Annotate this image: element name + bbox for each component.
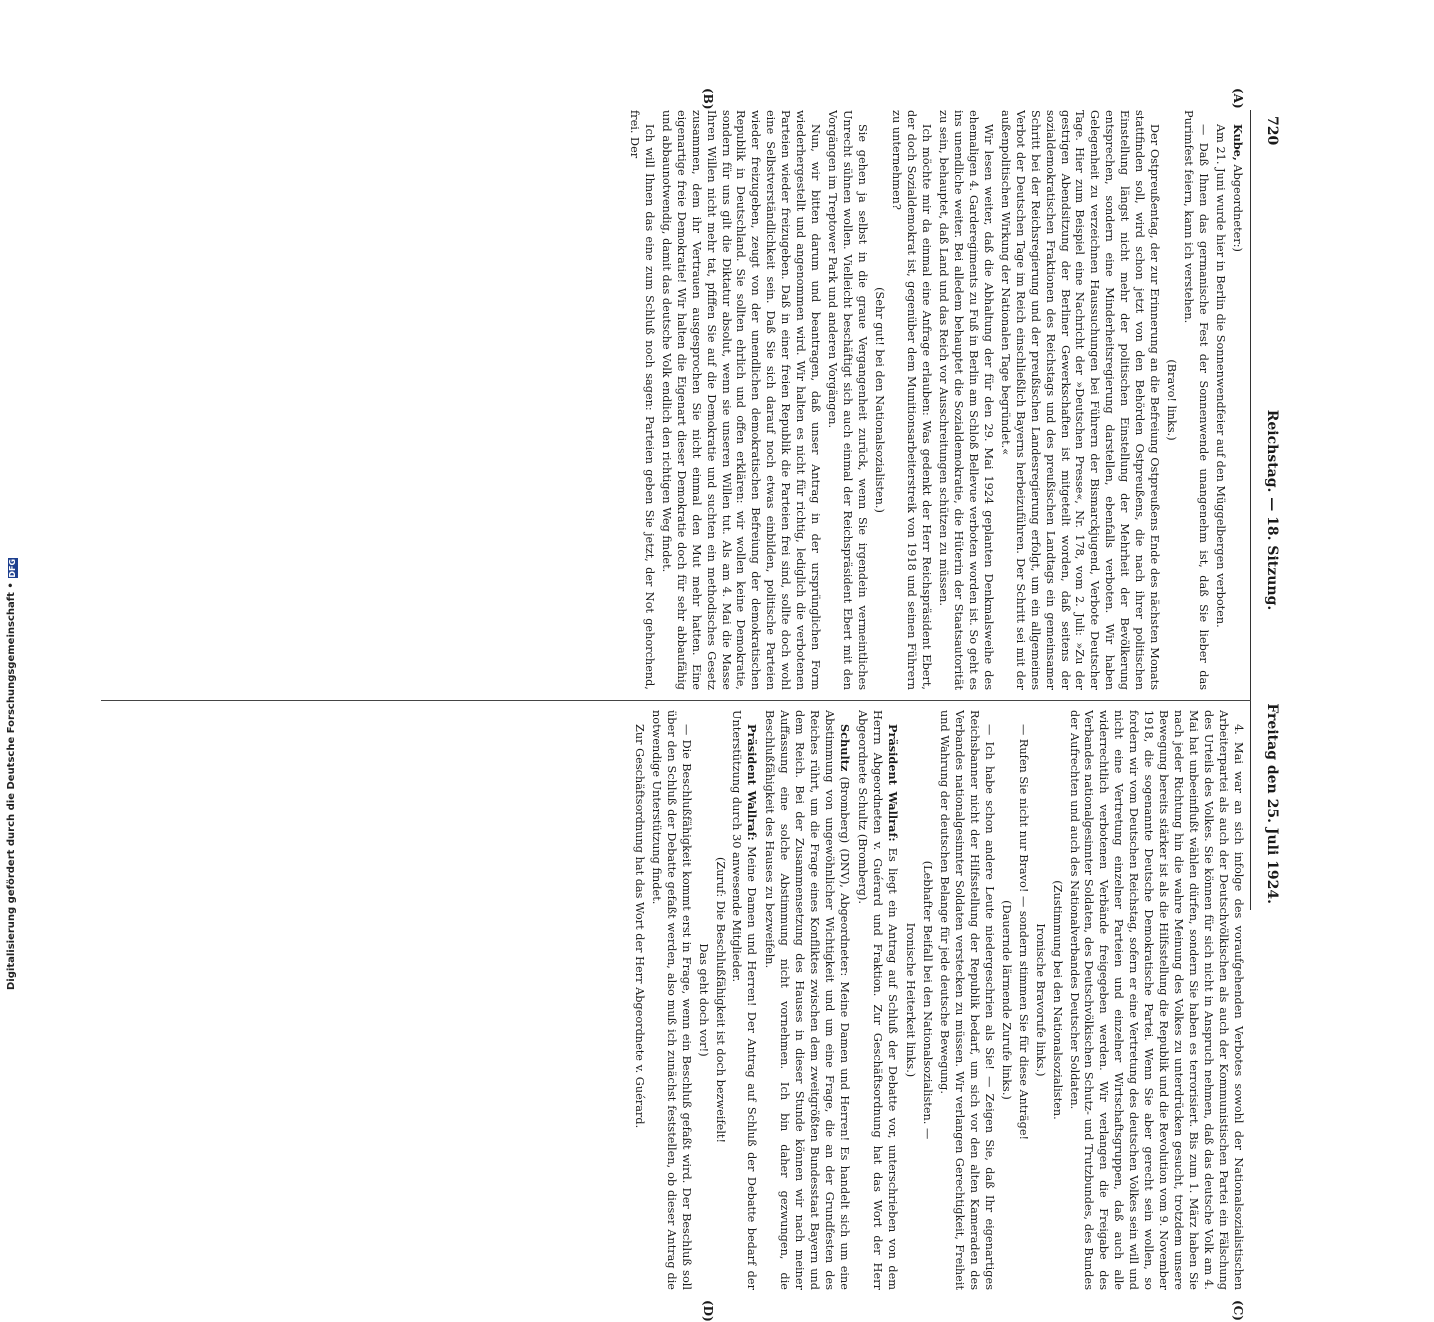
paragraph [1163, 110, 1178, 690]
paragraph [648, 710, 693, 1290]
paragraph [626, 110, 656, 690]
paragraph-text: Der Ostpreußentag, der zur Erinnerung an die Befreiung Ostpreußens Ende des nächsten Monats stattfinden soll, wird schon jetzt von den Behörden Ostpreußens, die nach ihrer politischen Einstellung längst nicht mehr der politischen Einstellung der Mehrheit der Bevölkerung entsprechen, sondern eine Minderheitsregierung darstellen, ebenfalls verboten. Wir haben Gelegenheit zu verzeichnen Haussuchungen bei Führern der Bismarckjugend, Verbote Deutscher Tage. Hier zum Beispiel eine Nachricht der »Deutschen Presse«, Nr. 178, vom 2. Juli: »Zu der gestrigen Abendsitzung der Berliner Gewerkschaften ist mitgeteilt worden, daß seitens der sozialdemokratischen Fraktionen des Reichstags und des preußischen Landtags ein gemeinsamer Schritt bei der Reichsregierung und der preußischen Landesregierung erfolgt, um ein allgemeines Verbot der Deutschen Tage im Reich einschließlich Bayerns herbeizuführen. Der Schritt sei mit der außenpolitischen Wirkung der Nationalen Tage begründet.« [998, 110, 1162, 690]
paragraph-text: (Bromberg) (DNV), Abgeordneter: Meine Damen und Herren! Es handelt sich um eine Abstimmung von ungewöhnlicher Wichtigkeit und um eine Frage, die an der Grundfesten des Reiches rührt, um die Frage eines Konfliktes zwischen dem zweitgrößten Bundesstaat Bayern und dem Reich. Bei der Zusammensetzung des Hauses in dieser Stunde können wir nach meiner Auffassung eine solche Abstimmung nicht vornehmen. Ich bin daher gezwungen, die Beschlußfähigkeit des Hauses zu bezweifeln. [763, 710, 852, 1290]
scanned-page [100, 88, 1285, 1322]
speaker-name: Schultz [838, 724, 853, 772]
page-header [1250, 110, 1285, 910]
speaker-name: Kube, [1231, 124, 1245, 161]
paragraph [761, 710, 852, 1290]
paragraph-text: Es liegt ein Antrag auf Schluß der Debatte vor, unterschrieben von dem Herrn Abgeordneten v. Guérard und Fraktion. Zur Geschäftsordnung hat das Wort der Herr Abgeordnete Schultz (Bromberg). [856, 710, 900, 1290]
paragraph [1180, 110, 1210, 690]
paragraph-text: (Sehr gut! bei den Nationalsozialisten.) [873, 287, 887, 513]
paragraph [1032, 710, 1047, 1290]
paragraph-text: Ich möchte mir da einmal eine Anfrage erlauben: Was gedenkt der Herr Reichspräsident Ebert, der doch Sozialdemokrat ist, gegenüber dem Munitionsarbeiterstreik von 1918 und seinen Führern zu unternehmen? [890, 110, 933, 690]
paragraph-text: (Zuruf: Die Beschlußfähigkeit ist doch bezweifelt! [713, 856, 727, 1144]
paragraph-text: (Dauernde lärmende Zurufe links.) [999, 900, 1013, 1100]
paragraph-text: Ironische Bravorufe links.) [1033, 923, 1047, 1077]
paragraph-text: 4. Mai war an sich infolge des voraufgehenden Verbotes sowohl der Nationalsozialistischen Arbeiterpartei als auch der Deutschvölkischen als auch der Kommunistischen Partei ein Fälschung des Urteils des Volkes. Sie können für sich nicht in Anspruch nehmen, daß das deutsche Volk am 4. Mai hat unbeeinflußt wählen dürfen, sondern Sie haben es terrorisiert. Bis zum 1. März haben Sie nach jeder Richtung hin die wahre Meinung des Volkes zu unterdrücken gesucht, trotzdem unsere Bewegung bereits stärker ist als die Hilfsstellung die Republik und die Revolution vom 9. November 1918, die sogenannte Deutsche Demokratische Partei. Wenn Sie aber gerecht sein wollen, so fordern wir vom Deutschen Reichstag, sofern er eine Vertretung des deutschen Volkes sein will und nicht eine Vertretung einzelner Parteien und einzelner Wirtschaftsgruppen, daß auch alle widerrechtlich verbotenen Verbände freigegeben werden. Wir verlangen die Freigabe des Verbandes nationalgesinnter Soldaten, des Deutschvölkischen Schutz- und Trutzbundes, des Bundes der Aufrechten und auch des Nationalverbandes Deutscher Soldaten. [1067, 710, 1245, 1290]
paragraph-text: — Daß Ihnen das germanische Fest der Sonnenwende unangenehm ist, daß Sie lieber das Purimfest feiern, kann ich verstehen. [1182, 110, 1211, 690]
paragraph-text: Ich will Ihnen das eine zum Schluß noch sagen: Parteien geben Sie jetzt, der Not gehorchend, frei. Der [627, 110, 656, 690]
paragraph [729, 710, 760, 1290]
paragraph [695, 710, 710, 1290]
paragraph-text: Sie gehen ja selbst in die graue Vergangenheit zurück, wenn Sie irgendein vermeintliches Unrecht sühnen wollen. Vielleicht beschäftigt sich auch einmal der Reichspräsident Ebert mit den Vorgängen im Treptower Park und anderen Vorgängen. [826, 110, 870, 690]
paragraph [998, 710, 1013, 1290]
paragraph [1066, 710, 1245, 1290]
paragraph [1015, 710, 1030, 1290]
dfg-logo-icon: DFG [8, 558, 17, 578]
paragraph [712, 710, 727, 1290]
paragraph-text: (Bravo! links.) [1165, 359, 1179, 441]
paragraph-text: Abgeordneter:) [1231, 160, 1244, 252]
paragraph [902, 710, 917, 1290]
column-divider [101, 700, 1251, 701]
page-date: Freitag den 25. Juli 1924. [1264, 703, 1280, 904]
paragraph-text: Ironische Heiterkeit links.) [903, 922, 917, 1078]
paragraph-text: — Ich habe schon andere Leute niedergeschrien als Sie! — Zeigen Sie, daß Ihr eigenartiges Reichsbanner nicht der Hilfsstellung der Republik bedarf, um sich vor den alten Kameraden des Verbandes nationalgesinnter Soldaten verstecken zu müssen. Wir verlangen Gerechtigkeit, Freiheit und Wahrung der deutschen Belange für jede deutsche Bewegung. [937, 710, 996, 1290]
paragraph [824, 110, 869, 690]
paragraph-text: Nun, wir bitten darum und beantragen, daß unser Antrag in der ursprünglichen Form wiederhergestellt und angenommen wird. Wir halten es nicht für richtig, lediglich die verbotenen Parteien wieder freizugeben. Daß in einer freien Republik die Parteien frei sind, sollte doch wohl eine Selbstverständlichkeit sein. Daß Sie sich darauf noch etwas einbilden, politische Parteien wieder freizugeben, zeugt von der unendlichen demokratischen Befreiung der demokratischen Republik in Deutschland. Sie sollten ehrlich und offen erklären: wir wollen keine Demokratie, sondern für uns gilt die Diktatur absolut, wenn sie unseren Willen tut. Als am 4. Mai die Masse Ihren Willen nicht mehr tat, pfiffen Sie auf die Demokratie und suchten ein methodisches Gesetz zusammen, dem ihr Vertrauen ausgesprochen Sie nicht einmal den Mut mehr hatten. Eine eigenartige freie Demokratie! Wir halten die Eigenart dieser Demokratie doch für sehr abbaufähig und abbaunotwendig, damit das deutsche Volk endlich den richtigen Weg findet. [659, 110, 823, 690]
page-title: Reichstag. — 18. Sitzung. [1264, 409, 1280, 611]
paragraph-text: Am 21. Juni wurde hier in Berlin die Sonnenwendfeier auf den Müggelbergen verboten. [1214, 124, 1228, 628]
paragraph [935, 110, 995, 690]
paragraph [658, 110, 822, 690]
paragraph-text: (Lebhafter Beifall bei den Nationalsozialisten. — [920, 860, 934, 1140]
paragraph [1049, 710, 1064, 1290]
paragraph [936, 710, 996, 1290]
speaker-name: Präsident Wallraf: [745, 724, 760, 841]
paragraph [1229, 110, 1245, 690]
paragraph [888, 110, 933, 690]
paragraph [1212, 110, 1227, 690]
paragraph-text: Das geht doch vor!) [696, 943, 710, 1057]
footer-text: Digitalisierung gefördert durch die Deutsche Forschungsgemeinschaft • [6, 582, 17, 990]
paragraph [871, 110, 886, 690]
paragraph [997, 110, 1161, 690]
page-number: 720 [1264, 116, 1280, 146]
digitization-footer [6, 0, 20, 990]
paragraph-text: — Rufen Sie nicht nur Bravo! — sondern stimmen Sie für diese Anträge! [1016, 724, 1030, 1141]
paragraph-text: — Die Beschlußfähigkeit kommt erst in Frage, wenn ein Beschluß gefaßt wird. Der Beschluß soll über den Schluß der Debatte gefaßt werden, also muß ich zunächst feststellen, ob dieser Antrag die notwendige Unterstützung findet. [649, 710, 693, 1290]
margin-marker-a: (A) [1231, 88, 1245, 109]
left-column [105, 110, 1245, 690]
margin-marker-b: (B) [701, 88, 715, 110]
margin-marker-c: (C) [1231, 1300, 1245, 1321]
paragraph [854, 710, 900, 1290]
speaker-name: Präsident Wallraf: [886, 724, 901, 842]
right-column [105, 710, 1245, 1290]
paragraph-text: Zur Geschäftsordnung hat das Wort der Herr Abgeordnete v. Guérard. [632, 724, 646, 1129]
paragraph [631, 710, 646, 1290]
paragraph-text: (Zustimmung bei den Nationalsozialisten. [1050, 880, 1064, 1120]
paragraph-text: Meine Damen und Herren! Der Antrag auf Schluß der Debatte bedarf der Unterstützung durch 30 anwesende Mitglieder. [730, 710, 759, 1290]
margin-marker-d: (D) [701, 1300, 715, 1322]
paragraph-text: Wir lesen weiter, daß die Abhaltung der für den 29. Mai 1924 geplanten Denkmalsweihe des ehemaligen 4. Garderegiments zu Fuß in Berlin am Schloß Bellevue verboten worden ist. So geht es ins unendliche weiter. Bei alledem behauptet die Sozialdemokratie, die Hüterin der Staatsautorität zu sein, behauptet, daß Land und das Reich vor Ausschreitungen schützen zu müssen. [936, 110, 995, 690]
paragraph [919, 710, 934, 1290]
